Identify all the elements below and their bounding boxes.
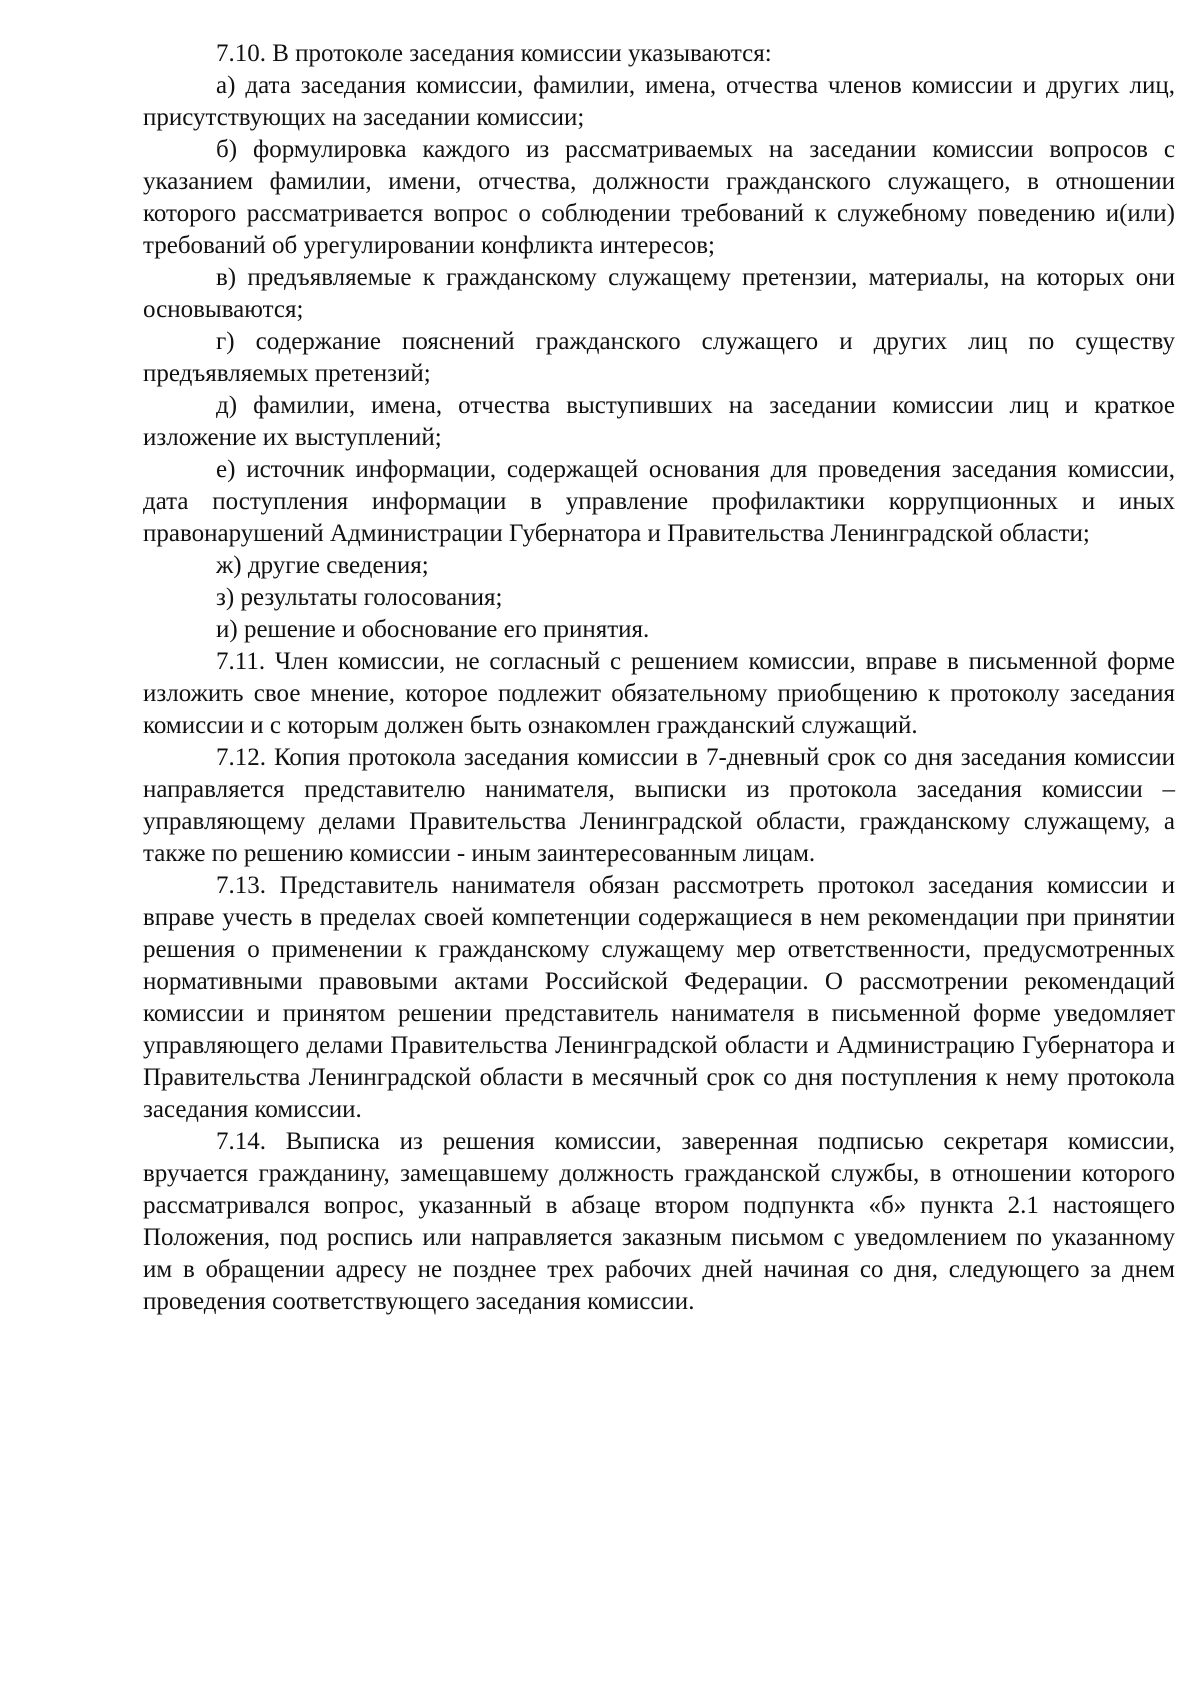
paragraph-7-10-v: в) предъявляемые к гражданскому служащему претензии, материалы, на которых они основываются; — [143, 264, 1175, 323]
paragraph-7-14: 7.14. Выписка из решения комиссии, заверенная подписью секретаря комиссии, вручается гражданину, замещавшему должность гражданской службы, в отношении которого рассматривался вопрос, указанный в абзаце втором подпункта «б» пункта 2.1 настоящего Положения, под роспись или направляется заказным письмом с уведомлением по указанному им в обращении адресу не позднее трех рабочих дней начиная со дня, следующего за днем проведения соответствующего заседания комиссии. — [143, 1128, 1175, 1315]
paragraph-7-13: 7.13. Представитель нанимателя обязан рассмотреть протокол заседания комиссии и вправе учесть в пределах своей компетенции содержащиеся в нем рекомендации при принятии решения о применении к гражданскому служащему мер ответственности, предусмотренных нормативными правовыми актами Российской Федерации. О рассмотрении рекомендаций комиссии и принятом решении представитель нанимателя в письменной форме уведомляет управляющего делами Правительства Ленинградской области и Администрацию Губернатора и Правительства Ленинградской области в месячный срок со дня поступления к нему протокола заседания комиссии. — [143, 872, 1175, 1123]
paragraph-7-10-g: г) содержание пояснений гражданского служащего и других лиц по существу предъявляемых претензий; — [143, 328, 1175, 387]
paragraph-7-12: 7.12. Копия протокола заседания комиссии в 7-дневный срок со дня заседания комиссии направляется представителю нанимателя, выписки из протокола заседания комиссии – управляющему делами Правительства Ленинградской области, гражданскому служащему, а также по решению комиссии - иным заинтересованным лицам. — [143, 744, 1175, 867]
paragraph-7-10-b: б) формулировка каждого из рассматриваемых на заседании комиссии вопросов с указанием фамилии, имени, отчества, должности гражданского служащего, в отношении которого рассматривается вопрос о соблюдении требований к служебному поведению и(или) требований об урегулировании конфликта интересов; — [143, 136, 1175, 259]
paragraph-7-10-z: з) результаты голосования; — [216, 584, 503, 611]
paragraph-7-10-d: д) фамилии, имена, отчества выступивших на заседании комиссии лиц и краткое изложение их выступлений; — [143, 392, 1175, 451]
paragraph-7-10-i: и) решение и обоснование его принятия. — [216, 616, 650, 643]
paragraph-7-10-a: а) дата заседания комиссии, фамилии, имена, отчества членов комиссии и других лиц, присутствующих на заседании комиссии; — [143, 72, 1175, 131]
document-body — [143, 38, 1175, 1318]
paragraph-7-11: 7.11. Член комиссии, не согласный с решением комиссии, вправе в письменной форме изложить свое мнение, которое подлежит обязательному приобщению к протоколу заседания комиссии и с которым должен быть ознакомлен гражданский служащий. — [143, 648, 1175, 739]
paragraph-7-10-e: е) источник информации, содержащей основания для проведения заседания комиссии, дата поступления информации в управление профилактики коррупционных и иных правонарушений Администрации Губернатора и Правительства Ленинградской области; — [143, 456, 1175, 547]
paragraph-7-10-zh: ж) другие сведения; — [216, 552, 429, 579]
paragraph-7-10: 7.10. В протоколе заседания комиссии указываются: — [216, 40, 772, 67]
